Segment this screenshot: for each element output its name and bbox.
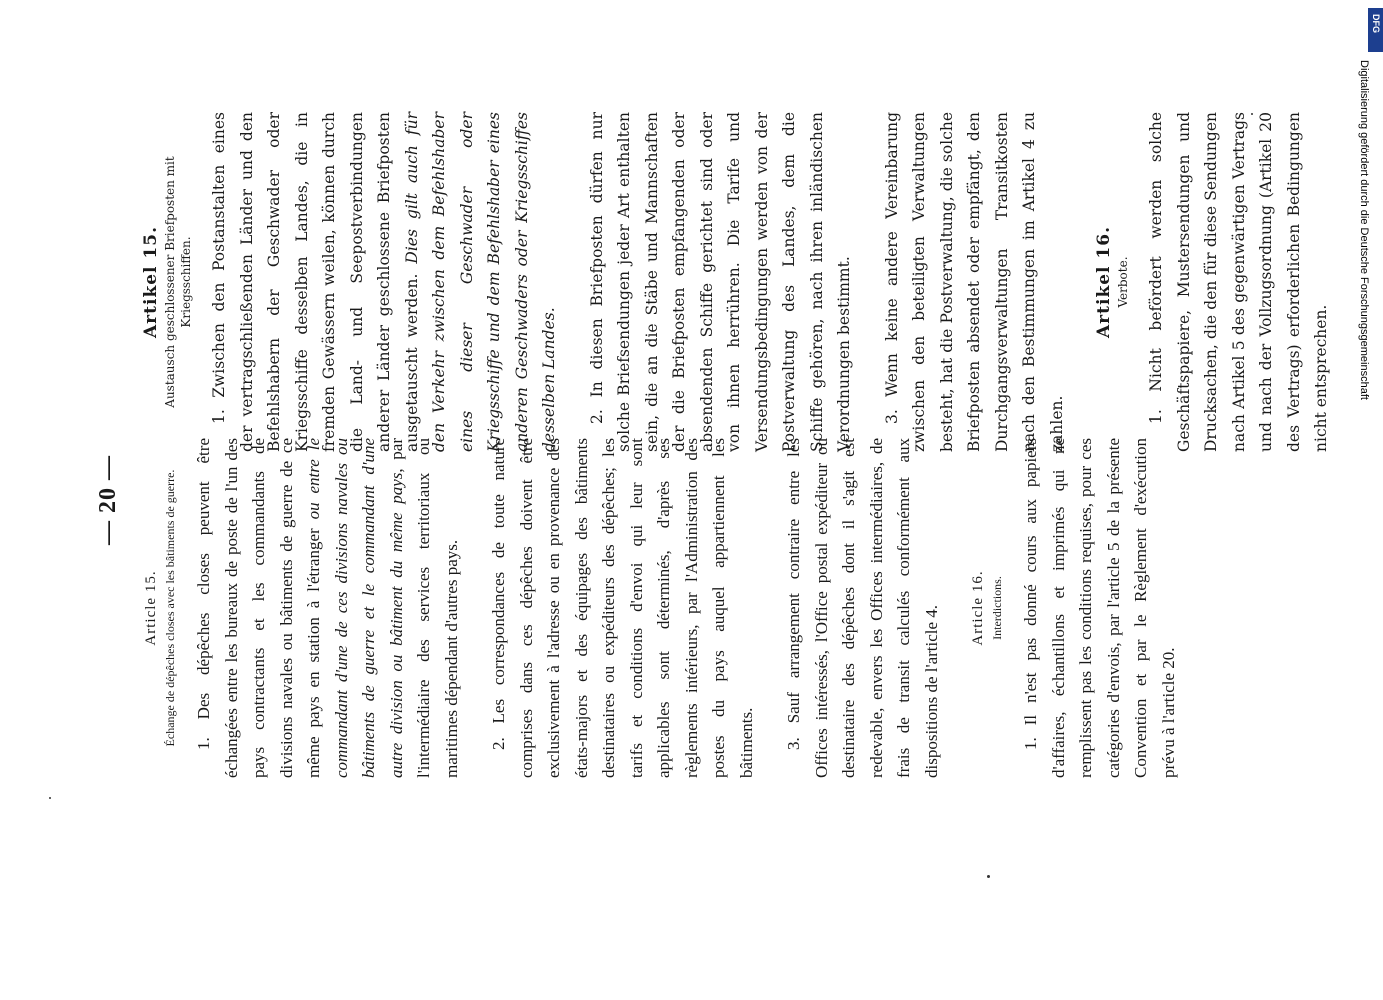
article-subtitle: Verbote. (1116, 256, 1130, 308)
paragraph-italic-text: ou entre le commandant d'une de ces divisions navales ou bâtiments de guerre et le commandant d'une autre division ou bâtiment du même pays (304, 438, 406, 778)
paragraph-2: 2. Les correspondances de toute nature comprises dans ces dépêches doivent être exclusivement à l'adresse ou en provenance des états-majors et des équipages des bâtiments destinataires ou expéditeurs des dépêches; les tarifs et conditions d'envoi qui leur sont applicables sont déterminés, d'après ses règlements intérieurs, par l'Administration des postes du pays auquel appartiennent les bâtiments. (489, 438, 756, 778)
french-article-16 (967, 438, 1182, 778)
dfg-logo (1368, 8, 1383, 52)
article-subtitle: Interdictions. (990, 576, 1004, 640)
french-column (140, 438, 1202, 778)
german-column (140, 112, 1356, 452)
paragraph-1 (206, 112, 564, 452)
paragraph-2: 2. In diesen Briefposten dürfen nur solche Briefsendungen jeder Art enthalten sein, die an die Stäbe und Mannschaften der die Briefposten empfangenden oder absendenden Schiffe gerichtet sind oder von ihnen herrühren. Die Tarife und Versendungsbedingungen werden von der Postverwaltung des Landes, dem die Schiffe gehören, nach ihren inländischen Verordnungen bestimmt. (587, 112, 853, 452)
german-article-15 (140, 112, 1071, 452)
article-heading: Artikel 15. (141, 226, 161, 339)
paragraph-3: 3. Wenn keine andere Vereinbarung zwischen den beteiligten Verwaltungen besteht, hat die Postverwaltung, die solche Briefposten absendet oder empfängt, den Durchgangsverwaltungen Transitkosten nach den Bestimmungen im Artikel 4 zu zahlen. (882, 112, 1066, 452)
article-heading: Article 15. (143, 570, 159, 646)
article-subtitle: Échange de dépêches closes avec les bâtiments de guerre. (163, 469, 177, 747)
article-heading: Artikel 16. (1094, 226, 1114, 339)
page-number: — 20 — (95, 455, 121, 545)
paragraph-text: , par l'intermédiaire des services territoriaux ou maritimes dépendant d'autres pays. (386, 438, 461, 778)
paragraph-text: 1. Zwischen den Postanstalten eines der vertragschließenden Länder und den Befehlshabern der Geschwader oder Kriegsschiffe desselben Landes, die in fremden Gewässern weilen, können durch die Land- und Seepostverbindungen anderer Länder geschlossene Briefposten ausgetauscht werden. (210, 112, 421, 452)
paragraph-italic-text: Dies gilt auch für den Verkehr zwischen dem Befehlshaber eines dieser Geschwader oder Kriegsschiffe und dem Befehlshaber eines anderen Geschwaders oder Kriegsschiffes desselben Landes. (402, 111, 558, 452)
article-heading: Article 16. (970, 570, 986, 646)
logo-text: DFG (1371, 14, 1381, 33)
paragraph-3: 3. Sauf arrangement contraire entre les Offices intéressés, l'Office postal expéditeur ou destinataire des dépêches dont il s'agit est redevable, envers les Offices intermédiaires, de frais de transit calculés conformément aux dispositions de l'article 4. (784, 438, 941, 778)
article-subtitle: Austausch geschlossener Briefposten mit Kriegsschiffen. (163, 156, 193, 408)
paragraph-1 (190, 438, 465, 778)
scan-speck (987, 875, 990, 878)
digitization-note: Digitalisierung gefördert durch die Deutsche Forschungsgemeinschaft (1358, 60, 1370, 400)
scan-speck (49, 797, 51, 799)
scan-speck (1251, 113, 1253, 115)
paragraph-1: 1. Nicht befördert werden solche Geschäftspapiere, Mustersendungen und Drucksachen, die den für diese Sendungen nach Artikel 5 des gegenwärtigen Vertrags und nach der Vollzugsordnung (Artikel 20 des Vertrags) erforderlichen Bedingungen nicht entsprechen. (1147, 112, 1330, 452)
french-article-15 (140, 438, 945, 778)
paragraph-text: 1. Des dépêches closes peuvent être échangées entre les bureaux de poste de l'un des pays contractants et les commandants de divisions navales ou bâtiments de guerre de ce même pays en station à l'étranger (194, 438, 323, 778)
paragraph-1: 1. Il n'est pas donné cours aux papiers d'affaires, échantillons et imprimés qui ne remplissent pas les conditions requises, pour ces catégories d'envois, par l'article 5 de la présente Convention et par le Règlement d'exécution prévu à l'article 20. (1021, 438, 1178, 778)
german-article-16 (1093, 112, 1336, 452)
